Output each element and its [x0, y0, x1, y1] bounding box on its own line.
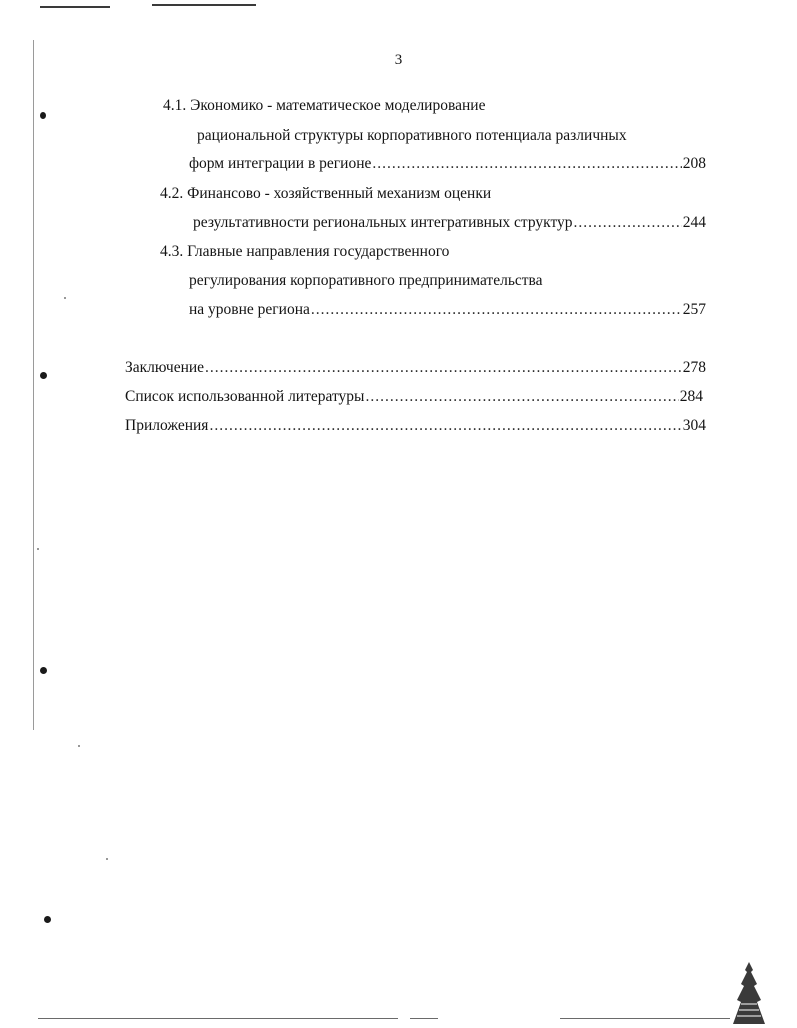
toc-item-conclusion-label: Заключение	[125, 359, 205, 376]
toc-item-conclusion	[125, 358, 706, 378]
toc-item-4-1	[189, 154, 706, 174]
toc-item-4-3-label: на уровне региона	[189, 301, 310, 318]
bottom-scan-line-short	[410, 1018, 438, 1019]
scan-speck	[78, 745, 80, 747]
dot-leader	[311, 300, 682, 320]
top-scan-line-left	[40, 6, 110, 8]
toc-item-references-label: Список использованной литературы	[125, 388, 365, 405]
scan-speck	[37, 548, 39, 550]
toc-item-4-1-page: 208	[682, 155, 706, 172]
scan-speck	[64, 297, 66, 299]
punch-hole-mark	[40, 372, 47, 379]
punch-hole-mark	[40, 667, 47, 674]
dot-leader	[209, 416, 681, 436]
dot-leader	[365, 387, 678, 407]
page-number: 3	[394, 52, 403, 68]
toc-item-4-2	[193, 213, 706, 233]
bottom-scan-line-right	[560, 1018, 730, 1019]
dot-leader	[372, 154, 681, 174]
toc-item-4-3-page: 257	[682, 301, 706, 318]
toc-item-4-1-label: форм интеграции в регионе	[189, 155, 372, 172]
toc-item-appendices-label: Приложения	[125, 417, 209, 434]
scan-speck	[106, 858, 108, 860]
top-scan-line-right	[152, 4, 256, 6]
left-margin-line	[33, 40, 34, 730]
toc-item-4-2-label: результативности региональных интегративных структур	[193, 214, 573, 231]
bottom-scan-line	[38, 1018, 398, 1019]
toc-item-4-1-title-cont: рациональной структуры корпоративного потенциала различных	[197, 127, 627, 144]
punch-hole-mark	[44, 916, 51, 923]
toc-item-4-2-page: 244	[682, 214, 706, 231]
toc-item-4-3-title-cont: регулирования корпоративного предпринимательства	[189, 272, 543, 289]
toc-item-4-2-title: 4.2. Финансово - хозяйственный механизм оценки	[160, 185, 492, 202]
toc-item-references-page: 284	[679, 388, 703, 405]
dot-leader	[574, 213, 682, 233]
toc-item-references	[125, 387, 703, 407]
toc-item-appendices-page: 304	[682, 417, 706, 434]
corner-scan-mark	[731, 960, 767, 1026]
punch-hole-mark	[40, 112, 46, 119]
toc-item-4-1-title: 4.1. Экономико - математическое моделирование	[163, 97, 486, 114]
dot-leader	[205, 358, 682, 378]
toc-item-4-3-title: 4.3. Главные направления государственного	[160, 243, 450, 260]
toc-item-4-3	[189, 300, 706, 320]
toc-item-conclusion-page: 278	[682, 359, 706, 376]
toc-item-appendices	[125, 416, 706, 436]
